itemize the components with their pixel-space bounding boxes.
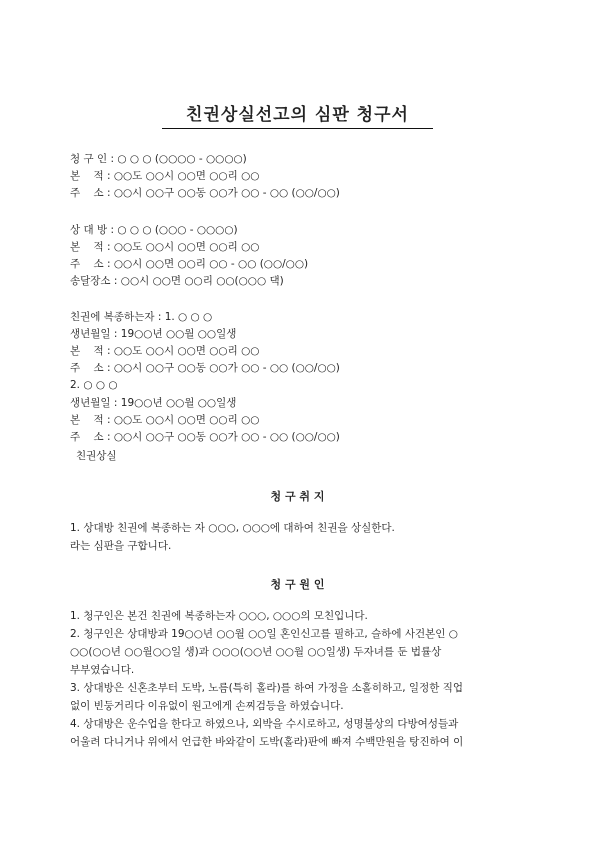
cause-line: 4. 상대방은 운수업을 한다고 하였으나, 외박을 수시로하고, 성명불상의 다방여성들과 xyxy=(70,718,459,730)
subject-2-domicile: 본 적 : ○○도 ○○시 ○○면 ○○리 ○○ xyxy=(70,414,260,426)
cause-line: 1. 청구인은 본건 친권에 복종하는자 ○○○, ○○○의 모친입니다. xyxy=(70,610,368,622)
subject-2-line: 2. ○ ○ ○ xyxy=(70,379,118,391)
claimant-name-line: 청 구 인 : ○ ○ ○ (○○○○ - ○○○○) xyxy=(70,153,247,165)
respondent-name-line: 상 대 방 : ○ ○ ○ (○○○ - ○○○○) xyxy=(70,224,238,236)
respondent-service-address: 송달장소 : ○○시 ○○면 ○○리 ○○(○○○ 댁) xyxy=(70,275,284,287)
subject-2-birth: 생년월일 : 19○○년 ○○월 ○○일생 xyxy=(70,397,237,409)
title-underline xyxy=(162,128,433,129)
claimant-domicile: 본 적 : ○○도 ○○시 ○○면 ○○리 ○○ xyxy=(70,170,260,182)
cause-line: 2. 청구인은 상대방과 19○○년 ○○월 ○○일 혼인신고를 필하고, 슬하에 사건본인 ○ xyxy=(70,628,458,640)
case-name: 친권상실 xyxy=(76,450,117,462)
purpose-line-1: 1. 상대방 친권에 복종하는 자 ○○○, ○○○에 대하여 친권을 상실한다. xyxy=(70,522,395,534)
respondent-address: 주 소 : ○○시 ○○면 ○○리 ○○ - ○○ (○○/○○) xyxy=(70,258,309,270)
subject-1-address: 주 소 : ○○시 ○○구 ○○동 ○○가 ○○ - ○○ (○○/○○) xyxy=(70,362,340,374)
respondent-domicile: 본 적 : ○○도 ○○시 ○○면 ○○리 ○○ xyxy=(70,241,260,253)
cause-line: 없이 빈둥거리다 이유없이 원고에게 손찌검등을 하였습니다. xyxy=(70,700,344,712)
purpose-line-2: 라는 심판을 구합니다. xyxy=(70,540,172,552)
subject-2-address: 주 소 : ○○시 ○○구 ○○동 ○○가 ○○ - ○○ (○○/○○) xyxy=(70,431,340,443)
cause-line: 어울려 다니거나 위에서 언급한 바와같이 도박(홀라)판에 빠져 수백만원을 탕진하여 이 xyxy=(70,736,464,748)
cause-heading: 청 구 원 인 xyxy=(270,578,325,591)
document-title: 친권상실선고의 심판 청구서 xyxy=(186,105,409,125)
subject-1-birth: 생년월일 : 19○○년 ○○월 ○○일생 xyxy=(70,328,237,340)
cause-line: ○○(○○년 ○○월○○일 생)과 ○○○(○○년 ○○월 ○○일생) 두자녀를 둔 법률상 xyxy=(70,646,442,658)
cause-line: 부부였습니다. xyxy=(70,664,135,676)
subject-1-line: 친권에 복종하는자 : 1. ○ ○ ○ xyxy=(70,311,213,323)
subject-1-domicile: 본 적 : ○○도 ○○시 ○○면 ○○리 ○○ xyxy=(70,345,260,357)
claimant-address: 주 소 : ○○시 ○○구 ○○동 ○○가 ○○ - ○○ (○○/○○) xyxy=(70,187,340,199)
cause-line: 3. 상대방은 신혼초부터 도박, 노름(특히 홀라)를 하여 가정을 소홀히하고, 일정한 직업 xyxy=(70,682,463,694)
purpose-heading: 청 구 취 지 xyxy=(270,490,325,503)
